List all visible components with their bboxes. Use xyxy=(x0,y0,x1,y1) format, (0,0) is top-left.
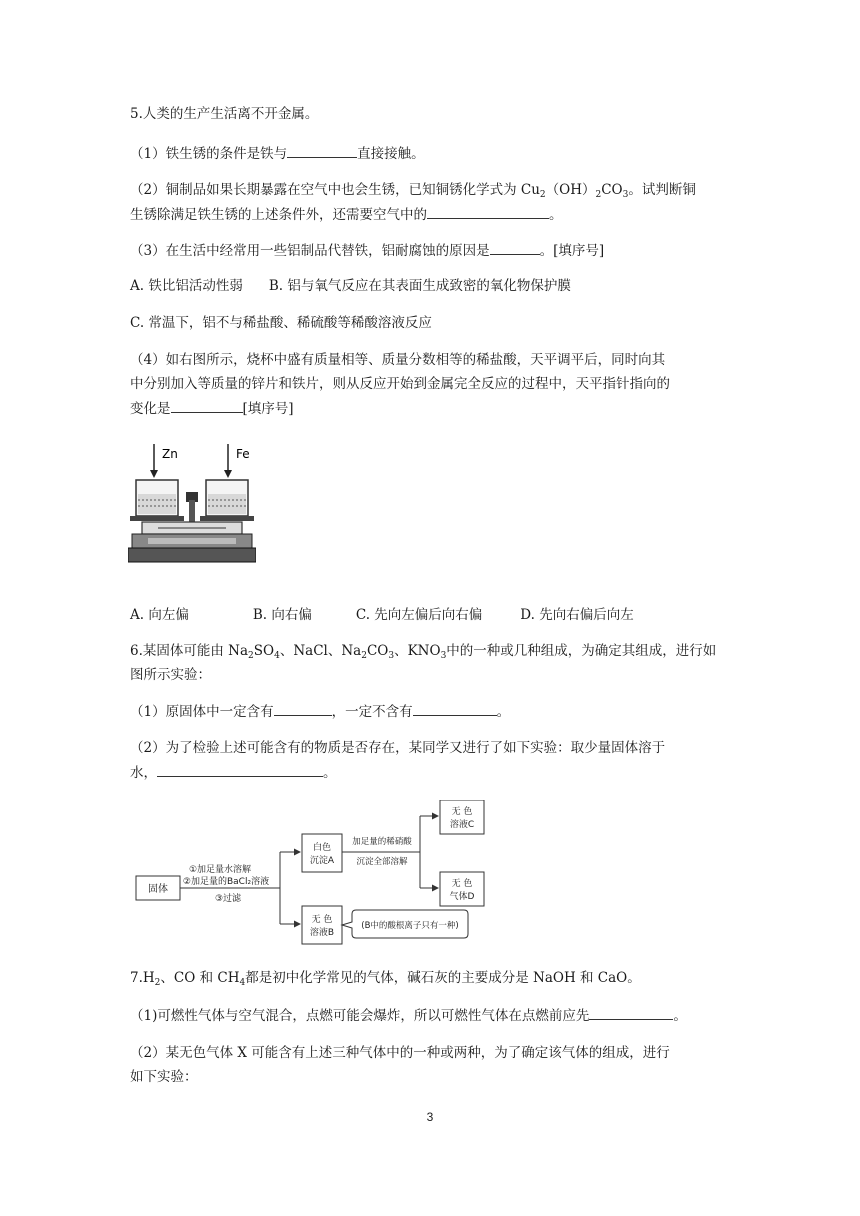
answer-blank[interactable] xyxy=(287,143,357,158)
subscript: 2 xyxy=(595,190,602,200)
q5-part2-text: 。 xyxy=(549,207,563,223)
q5-title: 5.人类的生产生活离不开金属。 xyxy=(130,106,319,122)
q6-part2-line1: （2）为了检验上述可能含有的物质是否存在，某同学又进行了如下实验：取少量固体溶于 xyxy=(130,740,666,756)
q7-line1 xyxy=(130,968,641,988)
q5-part3 xyxy=(130,240,604,261)
precipitate-a-label2: 沉淀A xyxy=(309,856,335,866)
precipitate-a-box xyxy=(302,834,342,872)
q7-part1-text: 。 xyxy=(673,1008,687,1024)
q6-text: 6.某固体可能由 Na xyxy=(130,643,249,659)
solution-c-label1: 无 色 xyxy=(451,807,473,817)
solution-b-label2: 溶液B xyxy=(309,928,335,938)
q7-text: 都是初中化学常见的气体，碱石灰的主要成分是 NaOH 和 CaO。 xyxy=(245,970,641,986)
q7-text: 7.H xyxy=(130,970,155,986)
answer-blank[interactable] xyxy=(274,701,332,716)
subscript: 2 xyxy=(248,651,254,661)
balance-figure xyxy=(128,442,256,572)
answer-a: A. 向左偏 xyxy=(130,607,189,623)
solution-c-label2: 溶液C xyxy=(449,820,475,830)
q6-part2-text: 水， xyxy=(130,765,157,781)
q5-part2-line1 xyxy=(130,180,696,200)
step1-label: ①加足量水溶解 xyxy=(188,865,252,875)
q6-text: SO xyxy=(253,643,275,659)
q5-options-ab xyxy=(130,276,571,296)
q5-part3-text: （3）在生活中经常用一些铝制品代替铁，铝耐腐蚀的原因是 xyxy=(130,243,490,259)
gas-d-label1: 无 色 xyxy=(451,879,473,889)
q5-part2-text: 。试判断铜 xyxy=(628,182,696,198)
left-beaker xyxy=(136,480,178,516)
q5-part1-text-a: （1）铁生锈的条件是铁与 xyxy=(130,146,288,162)
precipitate-a-label1: 白色 xyxy=(312,843,332,853)
q6-part2-text: 。 xyxy=(323,765,337,781)
q6-text: 中的一种或几种组成，为确定其组成，进行如 xyxy=(446,643,717,659)
acid-label2: 沉淀全部溶解 xyxy=(356,857,408,867)
answer-blank[interactable] xyxy=(171,398,243,413)
experiment-flowchart xyxy=(130,800,490,948)
q5-answer-options xyxy=(130,605,634,625)
note-b-label: (B中的酸根离子只有一种) xyxy=(361,921,459,931)
step2-label: ②加足量的BaCl₂溶液 xyxy=(182,877,270,887)
q7-part1 xyxy=(130,1005,687,1026)
q5-part4-text: 变化是 xyxy=(130,401,171,417)
subscript: 2 xyxy=(539,190,546,200)
q6-text: CO xyxy=(366,643,389,659)
q6-line1 xyxy=(130,641,716,661)
q6-part1 xyxy=(130,701,510,722)
subscript: 4 xyxy=(274,651,280,661)
answer-blank[interactable] xyxy=(413,701,497,716)
right-beaker xyxy=(206,480,248,516)
answer-c: C. 先向左偏后向右偏 xyxy=(355,607,483,623)
subscript: 4 xyxy=(239,978,246,988)
answer-blank[interactable] xyxy=(589,1005,673,1020)
fe-label: Fe xyxy=(236,447,250,461)
q6-line2: 图所示实验： xyxy=(130,667,211,683)
step3-label: ③过滤 xyxy=(214,894,242,904)
q5-part4-line2: 中分别加入等质量的锌片和铁片，则从反应开始到金属完全反应的过程中，天平指针指向的 xyxy=(130,376,670,392)
q6-part1-text: （1）原固体中一定含有 xyxy=(130,704,274,720)
q5-part1-text-b: 直接接触。 xyxy=(357,146,425,162)
subscript: 3 xyxy=(388,651,395,661)
q5-part3-text: 。[填序号] xyxy=(539,243,605,259)
q5-part2-text: 生锈除满足铁生锈的上述条件外，还需要空气中的 xyxy=(130,207,427,223)
q5-part1 xyxy=(130,143,425,164)
q7-part2-line2: 如下实验： xyxy=(130,1069,198,1085)
zn-label: Zn xyxy=(162,447,178,461)
acid-label1: 加足量的稀硝酸 xyxy=(352,837,412,847)
option-a: A. 铁比铝活动性弱 xyxy=(130,278,243,294)
solution-b-label1: 无 色 xyxy=(311,915,333,925)
q6-text: 、NaCl、Na xyxy=(279,643,362,659)
subscript: 3 xyxy=(440,651,447,661)
option-b: B. 铝与氧气反应在其表面生成致密的氧化物保护膜 xyxy=(268,278,571,294)
subscript: 2 xyxy=(361,651,367,661)
q6-part1-text: 。 xyxy=(496,704,511,720)
q5-option-c: C. 常温下，铝不与稀盐酸、稀硫酸等稀酸溶液反应 xyxy=(130,315,432,331)
q6-part2-line2 xyxy=(130,762,337,783)
q6-text: 、KNO xyxy=(394,643,441,659)
q5-part4-line1: （4）如右图所示，烧杯中盛有质量相等、质量分数相等的稀盐酸，天平调平后，同时向其 xyxy=(130,352,666,368)
answer-b: B. 向右偏 xyxy=(252,607,312,623)
gas-d-label2: 气体D xyxy=(449,892,475,902)
answer-blank[interactable] xyxy=(157,762,323,777)
q5-part2-text: （OH） xyxy=(545,182,596,198)
q5-part4-line3 xyxy=(130,398,294,419)
page-number: 3 xyxy=(426,1110,434,1124)
q5-part2-line2 xyxy=(130,204,563,225)
q7-part1-text: （1)可燃性气体与空气混合，点燃可能会爆炸，所以可燃性气体在点燃前应先 xyxy=(130,1008,590,1024)
subscript: 3 xyxy=(622,190,629,200)
answer-d: D. 先向右偏后向左 xyxy=(520,607,634,623)
q6-part1-text: ，一定不含有 xyxy=(331,704,413,720)
subscript: 2 xyxy=(154,978,161,988)
answer-blank[interactable] xyxy=(427,204,549,219)
q5-part2-text: CO xyxy=(601,182,623,198)
solid-label: 固体 xyxy=(148,884,168,895)
q7-part2-line1: （2）某无色气体 X 可能含有上述三种气体中的一种或两种，为了确定该气体的组成，进行 xyxy=(130,1045,670,1061)
q7-text: 、CO 和 CH xyxy=(160,970,240,986)
q5-part2-text: （2）铜制品如果长期暴露在空气中也会生锈，已知铜锈化学式为 Cu xyxy=(130,182,540,198)
solution-b-box xyxy=(302,906,342,944)
q5-part4-text: [填序号] xyxy=(242,401,294,417)
answer-blank[interactable] xyxy=(490,240,540,255)
